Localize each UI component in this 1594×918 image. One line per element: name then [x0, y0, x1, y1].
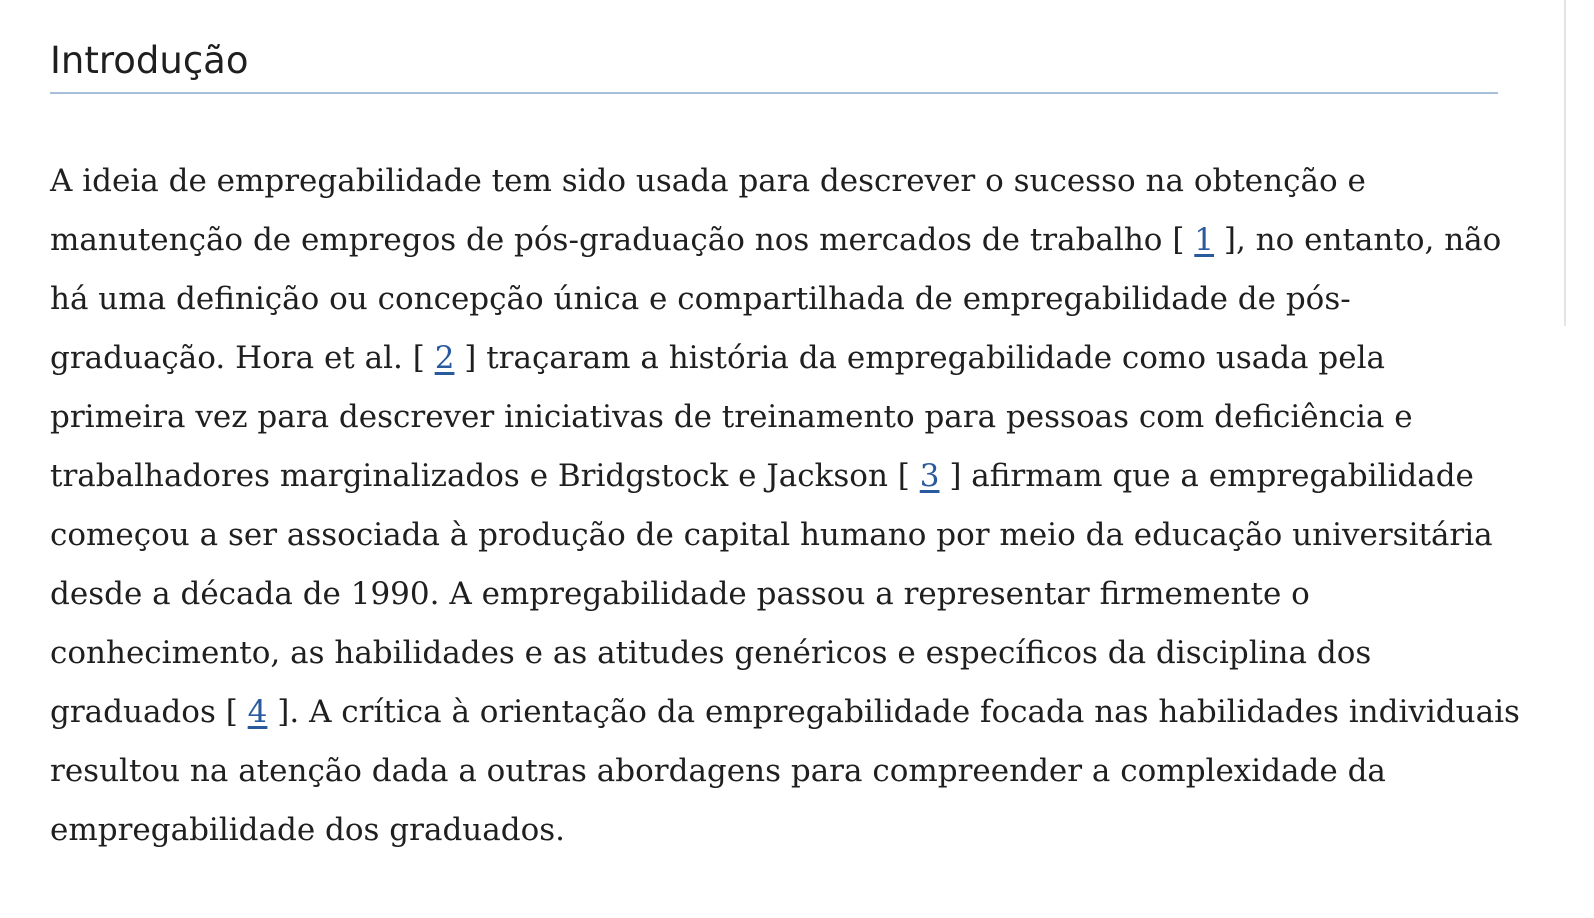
text-line: empregabilidade dos graduados. — [50, 812, 566, 848]
citation-link-3[interactable]: 3 — [919, 458, 940, 494]
text-line: começou a ser associada à produção de capital humano por meio da educação universitária — [50, 517, 1493, 553]
citation-link-4[interactable]: 4 — [247, 694, 268, 730]
text-line: há uma definição ou concepção única e compartilhada de empregabilidade de pós- — [50, 281, 1351, 317]
text-line: graduação. Hora et al. [ 2 ] traçaram a história da empregabilidade como usada pela — [50, 340, 1385, 376]
text-line: graduados [ 4 ]. A crítica à orientação da empregabilidade focada nas habilidades individuais — [50, 694, 1520, 730]
text-line: desde a década de 1990. A empregabilidade passou a representar firmemente o — [50, 576, 1310, 612]
text-line: primeira vez para descrever iniciativas de treinamento para pessoas com deficiência e — [50, 399, 1413, 435]
text-line: trabalhadores marginalizados e Bridgstock e Jackson [ 3 ] afirmam que a empregabilidade — [50, 458, 1474, 494]
text-line: manutenção de empregos de pós-graduação nos mercados de trabalho [ 1 ], no entanto, não — [50, 222, 1502, 258]
citation-link-1[interactable]: 1 — [1194, 222, 1215, 258]
text-line: conhecimento, as habilidades e as atitudes genéricos e específicos da disciplina dos — [50, 635, 1372, 671]
text-line: A ideia de empregabilidade tem sido usada para descrever o sucesso na obtenção e — [50, 163, 1366, 199]
introduction-paragraph — [50, 152, 1520, 860]
citation-link-2[interactable]: 2 — [434, 340, 455, 376]
scrollbar-track[interactable] — [1564, 0, 1566, 326]
section-heading: Introdução — [50, 36, 1498, 94]
text-line: resultou na atenção dada a outras abordagens para compreender a complexidade da — [50, 753, 1386, 789]
